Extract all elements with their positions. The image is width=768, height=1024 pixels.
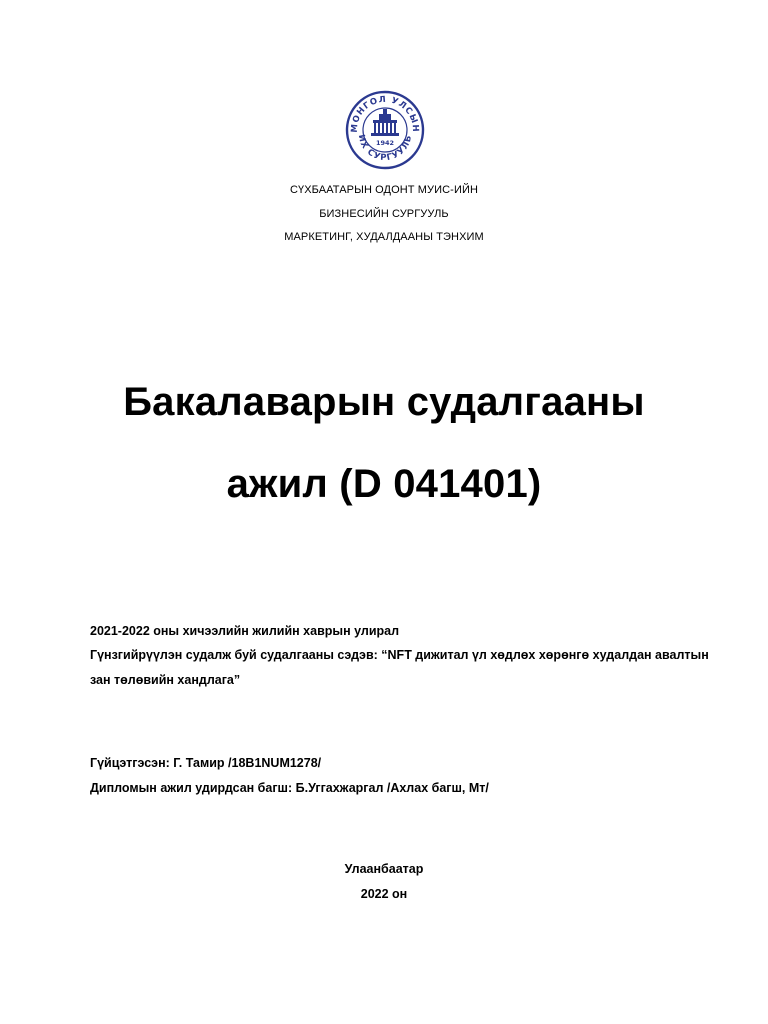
research-topic-line-2: зан төлөвийн хандлага” — [90, 673, 241, 687]
city-name: Улаанбаатар — [344, 862, 424, 876]
research-topic-line-1: Гүнзгийрүүлэн судалж буй судалгааны сэдэв: “NFT дижитал үл хөдлөх хөрөнгө худалдан авалтын — [90, 648, 709, 662]
building-icon — [371, 109, 399, 136]
school-name: СҮХБААТАРЫН ОДОНТ МУИС-ИЙН — [289, 184, 478, 196]
year-line: 2022 он — [360, 887, 408, 901]
document-title-line-1: Бакалаварын судалгааны — [123, 380, 645, 424]
seal-year: 1942 — [375, 139, 395, 147]
supervisor-line: Дипломын ажил удирдсан багш: Б.Уггахжаргал /Ахлах багш, Мт/ — [90, 781, 489, 795]
seal-bottom-text: ИХ СУРГУУЛЬ — [355, 133, 415, 164]
faculty-name: БИЗНЕСИЙН СУРГУУЛЬ — [319, 208, 449, 220]
author-line: Гүйцэтгэсэн: Г. Тамир /18B1NUM1278/ — [90, 756, 322, 770]
semester-line: 2021-2022 оны хичээлийн жилийн хаврын улирал — [90, 624, 400, 638]
seal-top-text: МОНГОЛ УЛСЫН — [349, 94, 421, 133]
university-seal-logo — [345, 90, 425, 170]
document-title-line-2: ажил (D 041401) — [226, 462, 542, 506]
department-name: МАРКЕТИНГ, ХУДАЛДААНЫ ТЭНХИМ — [284, 231, 484, 243]
